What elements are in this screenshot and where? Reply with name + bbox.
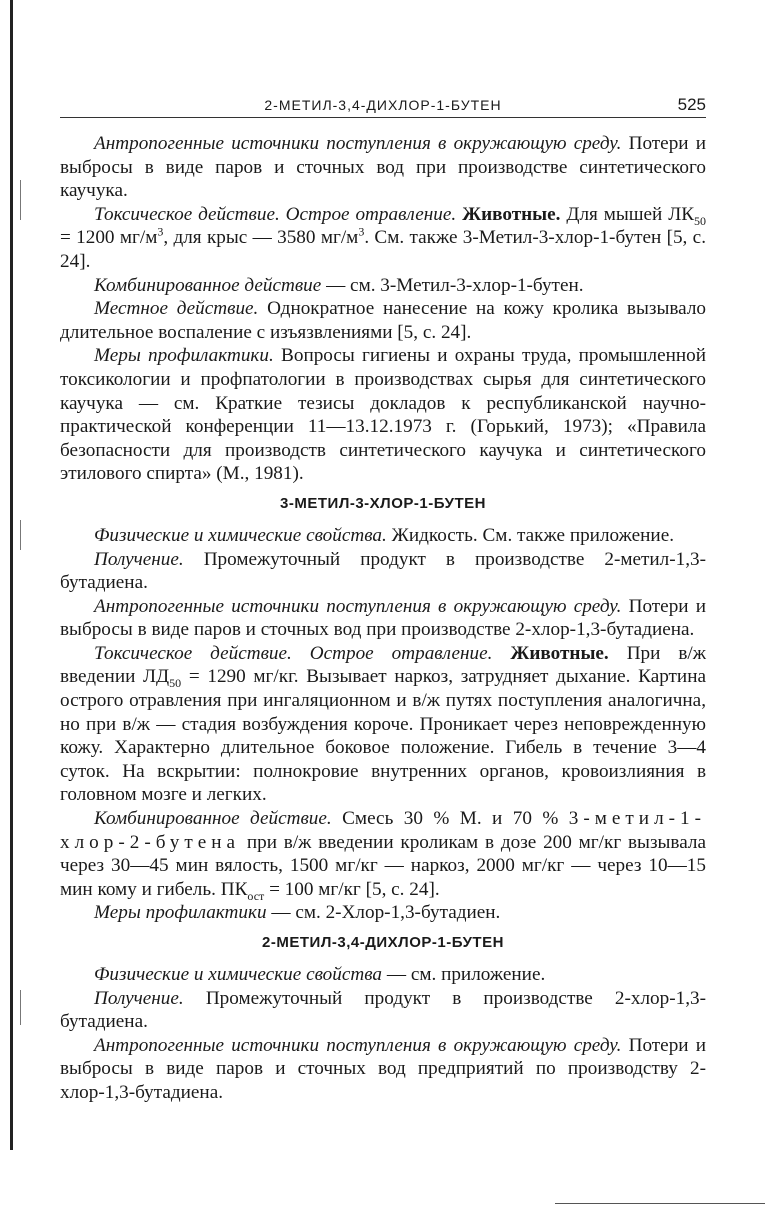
paragraph-text: Однократное нанесение на кожу кролика вызывало длительное воспаление с изъязвлениями [5, с. 24].	[60, 298, 707, 343]
section-label: Местное действие.	[94, 298, 259, 320]
bold-label: Животные.	[510, 642, 609, 664]
section-label: Антропогенные источники поступления в окружающую среду.	[94, 595, 622, 617]
paragraph-sources	[60, 595, 706, 642]
section-label: Антропогенные источники поступления в окружающую среду.	[94, 1034, 622, 1056]
paragraph-text: Вопросы гигиены и охраны труда, промышленной токсикологии и профпатологии в производствах сырья для синтетического каучука — см. Краткие тезисы докладов к республиканской научно-практической конференции 11—13.12.1973 г. (Горький, 1973); «Правила безопасности для производств синтетического каучука и синтетического этилового спирта» (М., 1981).	[60, 345, 707, 485]
section-label: Токсическое действие. Острое отравление.	[94, 642, 493, 664]
paragraph-text: Промежуточный продукт в производстве 2-хлор-1,3-бутадиена.	[60, 987, 706, 1033]
paragraph-text: = 1290 мг/кг. Вызывает наркоз, затрудняет дыхание. Картина острого отравления при ингаляционном и в/ж путях поступления аналогична, но при в/ж — стадия возбуждения короче. Проникает через неповрежденную кожу. Характерно длительное боковое положение. Гибель в течение 3—4 суток. На вскрытии: полнокровие внутренних органов, кровоизлияния в головном мозге и легких.	[60, 666, 706, 806]
paragraph-text: = 100 мг/кг [5, с. 24].	[264, 878, 440, 900]
content	[60, 132, 706, 1105]
paragraph-text: = 1200 мг/м	[60, 227, 158, 249]
paragraph-toxic	[60, 203, 706, 274]
section-label: Физические и химические свойства	[94, 964, 383, 985]
paragraph-production	[60, 548, 706, 595]
paragraph-text: Потери и выбросы в виде паров и сточных вод при производстве синтетического каучука.	[60, 133, 707, 202]
section-label: Комбинированное действие.	[94, 808, 332, 830]
section-label: Комбинированное действие	[94, 274, 322, 296]
scan-mark	[20, 180, 21, 220]
section-label: Получение.	[94, 548, 184, 570]
paragraph-text: При в/ж введении ЛД	[60, 642, 707, 688]
page-number: 525	[677, 95, 706, 114]
superscript: 3	[358, 224, 365, 239]
paragraph-text: Потери и выбросы в виде паров и сточных вод предприятий по производству 2-хлор-1,3-бутадиена.	[60, 1034, 707, 1103]
running-header	[60, 95, 706, 118]
paragraph-prevention	[60, 344, 706, 486]
subscript: 50	[694, 213, 707, 228]
paragraph-sources	[60, 1034, 706, 1105]
bottom-rule	[555, 1203, 765, 1204]
section-heading: 3-МЕТИЛ-3-ХЛОР-1-БУТЕН	[280, 494, 486, 512]
paragraph-prevention	[60, 901, 706, 925]
paragraph-properties	[60, 963, 706, 987]
scan-mark	[20, 990, 21, 1025]
scan-mark	[20, 520, 21, 550]
paragraph-combined	[60, 807, 706, 901]
running-title: 2-МЕТИЛ-3,4-ДИХЛОР-1-БУТЕН	[264, 97, 502, 113]
paragraph-text: — см. приложение.	[382, 964, 546, 985]
paragraph-text: Промежуточный продукт в производстве 2-метил-1,3-бутадиена.	[60, 548, 706, 594]
paragraph-text: — см. 2-Хлор-1,3-бутадиен.	[266, 902, 501, 924]
spaced-compound-name: 3-метил-1-хлор-2-бутена	[60, 808, 707, 853]
paragraph-sources	[60, 132, 706, 203]
section-label: Получение.	[94, 987, 184, 1009]
paragraph-text: Жидкость. См. также приложение.	[391, 524, 675, 546]
section-label: Антропогенные источники поступления в окружающую среду.	[94, 133, 622, 154]
paragraph-combined	[60, 274, 706, 298]
paragraph-production	[60, 987, 706, 1034]
section-label: Токсическое действие. Острое отравление.	[94, 203, 457, 225]
paragraph-text: Для мышей ЛК	[566, 203, 695, 225]
subscript: 50	[169, 676, 182, 691]
subscript: ост	[247, 888, 265, 903]
paragraph-properties	[60, 524, 706, 548]
page-binding-edge	[10, 0, 13, 1150]
section-label: Физические и химические свойства.	[94, 524, 387, 546]
page	[60, 95, 706, 1105]
paragraph-text: , для крыс — 3580 мг/м	[163, 227, 359, 249]
paragraph-text: . См. также 3-Метил-3-хлор-1-бутен [5, с. 24].	[60, 227, 706, 272]
section-label: Меры профилактики.	[94, 345, 274, 367]
paragraph-text: Смесь 30 % М. и 70 %	[342, 808, 559, 830]
section-label: Меры профилактики	[94, 902, 267, 924]
bold-label: Животные.	[462, 203, 561, 225]
paragraph-text: — см. 3-Метил-3-хлор-1-бутен.	[321, 274, 584, 296]
section-heading: 2-МЕТИЛ-3,4-ДИХЛОР-1-БУТЕН	[262, 934, 504, 951]
paragraph-local	[60, 297, 706, 344]
paragraph-text: при в/ж введении кроликам в дозе 200 мг/кг вызывала через 30—45 мин вялость, 1500 мг/кг — наркоз, 2000 мг/кг — через 10—15 мин кому и гибель. ПК	[60, 831, 707, 900]
paragraph-text: Потери и выбросы в виде паров и сточных вод при производстве 2-хлор-1,3-бутадиена.	[60, 595, 707, 641]
superscript: 3	[157, 224, 164, 239]
paragraph-toxic	[60, 642, 706, 807]
